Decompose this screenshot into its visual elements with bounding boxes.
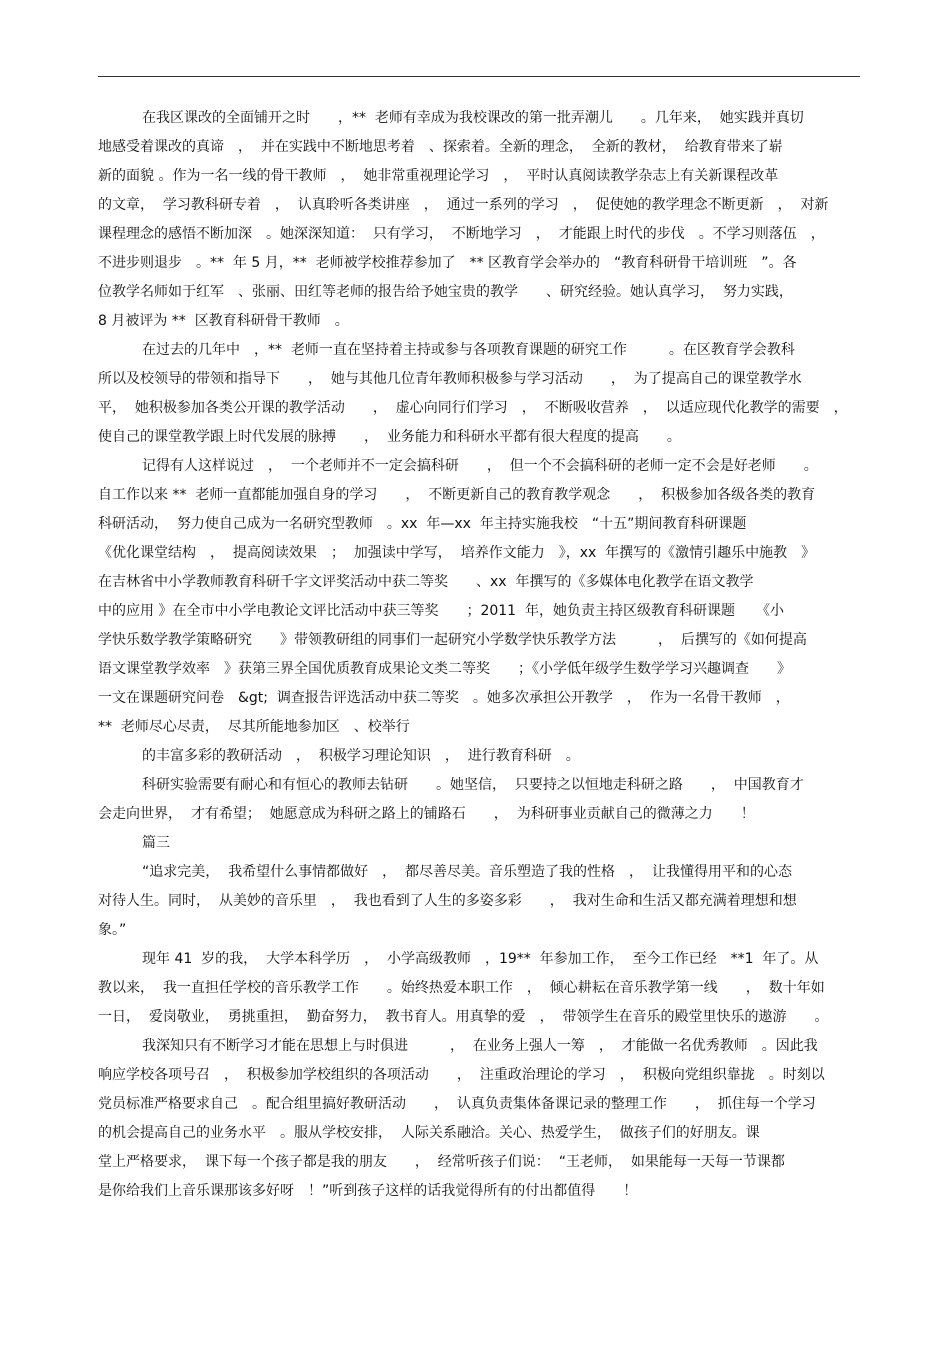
text-line: 响应学校各项号召 ， 积极参加学校组织的各项活动 ， 注重政治理论的学习 ， 积极向党组织靠拢 。时刻以 [98,1067,825,1083]
text-line: 现年 41 岁的我， 大学本科学历 ， 小学高级教师 ，19** 年参加工作， 至今工作已经 **1 年了。从 [142,951,819,967]
text-line: 语文课堂教学效率 》获第三界全国优质教育成果论文类二等奖 ；《小学低年级学生数学学习兴趣调查 》 [98,661,791,677]
text-line: ** 老师尽心尽责， 尽其所能地参加区 、校举行 [98,719,410,735]
text-line: 课程理念的感悟不断加深 。她深深知道： 只有学习， 不断地学习 ， 才能跟上时代的步伐 。不学习则落伍 ， [98,226,825,242]
text-line: 堂上严格要求， 课下每一个孩子都是我的朋友 ， 经常听孩子们说： “王老师， 如果能每一天每一节课都 [98,1154,785,1170]
text-line: 使自己的课堂教学跟上时代发展的脉搏 ， 业务能力和科研水平都有很大程度的提高 。 [98,429,681,445]
text-line: 对待人生。同时， 从美妙的音乐里 ， 我也看到了人生的多姿多彩 ， 我对生命和生活又都充满着理想和想 [98,893,797,909]
text-line: 学快乐数学教学策略研究 》带领教研组的同事们一起研究小学数学快乐教学方法 ， 后撰写的《如何提高 [98,632,807,648]
text-line: 的文章， 学习教科研专着 ， 认真聆听各类讲座 ， 通过一系列的学习 ， 促使她的教学理念不断更新 ， 对新 [98,197,829,213]
text-line: 中的应用 》在全市中小学电教论文评比活动中获三等奖 ；2011 年，她负责主持区级教育科研课题 《小 [98,603,784,619]
text-line: 象。” [98,922,127,938]
text-line: 地感受着课改的真谛 ， 并在实践中不断地思考着 、探索着。全新的理念， 全新的教材， 给教育带来了崭 [98,139,783,155]
text-line: 所以及校领导的带领和指导下 ， 她与其他几位青年教师积极参与学习活动 ， 为了提高自己的课堂教学水 [98,371,802,387]
text-line: 在过去的几年中 ，** 老师一直在坚持着主持或参与各项教育课题的研究工作 。在区教育学会教科 [142,342,795,358]
text-line: 是你给我们上音乐课那该多好呀 ！”听到孩子这样的话我觉得所有的付出都值得 ！ [98,1183,638,1199]
section-heading: 篇三 [142,835,170,851]
text-line: 在吉林省中小学教师教育科研千字文评奖活动中获二等奖 、xx 年撰写的《多媒体电化教学在语文教学 [98,574,754,590]
text-line: 教以来， 我一直担任学校的音乐教学工作 。始终热爱本职工作 ， 倾心耕耘在音乐教学第一线 ， 数十年如 [98,980,825,996]
text-line: 位教学名师如于红军 、张丽、田红等老师的报告给予她宝贵的教学 、研究经验。她认真学习， 努力实践， [98,284,793,300]
text-line: 记得有人这样说过 ， 一个老师并不一定会搞科研 ， 但一个不会搞科研的老师一定不会是好老师 。 [142,458,818,474]
text-line: 会走向世界， 才有希望； 她愿意成为科研之路上的铺路石 ， 为科研事业贡献自己的微薄之力 ！ [98,806,755,822]
header-rule [98,76,860,77]
text-line: 科研活动， 努力使自己成为一名研究型教师 。xx 年—xx 年主持实施我校 “十五”期间教育科研课题 [98,516,747,532]
text-line: 8 月被评为 ** 区教育科研骨干教师 。 [98,313,349,329]
text-line: 平， 她积极参加各类公开课的教学活动 ， 虚心向同行们学习 ， 不断吸收营养 ， 以适应现代化教学的需要 ， [98,400,848,416]
text-line: 一日， 爱岗敬业， 勇挑重担， 勤奋努力， 教书育人。用真挚的爱 ， 带领学生在音乐的殿堂里快乐的遨游 。 [98,1009,829,1025]
text-line: 《优化课堂结构 ， 提高阅读效果 ； 加强读中学写， 培养作文能力 》，xx 年撰写的《激情引趣乐中施教 》 [98,545,816,561]
text-line: 一文在课题研究问卷 &gt; 调查报告评选活动中获二等奖 。她多次承担公开教学 ， 作为一名骨干教师 ， [98,690,790,706]
text-line: 在我区课改的全面铺开之时 ，** 老师有幸成为我校课改的第一批弄潮儿 。几年来， 她实践并真切 [142,110,804,126]
text-line: 不进步则退步 。** 年 5 月，** 老师被学校推荐参加了 ** 区教育学会举办的 “教育科研骨干培训班 ”。各 [98,255,797,271]
text-line: 的机会提高自己的业务水平 。服从学校安排， 人际关系融洽。关心、热爱学生， 做孩子们的好朋友。课 [98,1125,760,1141]
text-line: “追求完美， 我希望什么事情都做好 ， 都尽善尽美。音乐塑造了我的性格 ， 让我懂得用平和的心态 [142,864,792,880]
text-line: 新的面貌 。作为一名一线的骨干教师 ， 她非常重视理论学习 ， 平时认真阅读教学杂志上有关新课程改革 [98,168,779,184]
text-line: 党员标准严格要求自己 。配合组里搞好教研活动 ， 认真负责集体备课记录的整理工作 ， 抓住每一个学习 [98,1096,816,1112]
text-line: 我深知只有不断学习才能在思想上与时俱进 ， 在业务上强人一筹 ， 才能做一名优秀教师 。因此我 [142,1038,818,1054]
text-line: 自工作以来 ** 老师一直都能加强自身的学习 ， 不断更新自己的教育教学观念 ， 积极参加各级各类的教育 [98,487,816,503]
text-line: 科研实验需要有耐心和有恒心的教师去钻研 。她坚信， 只要持之以恒地走科研之路 ， 中国教育才 [142,777,804,793]
text-line: 的丰富多彩的教研活动 ， 积极学习理论知识 ， 进行教育科研 。 [142,748,580,764]
